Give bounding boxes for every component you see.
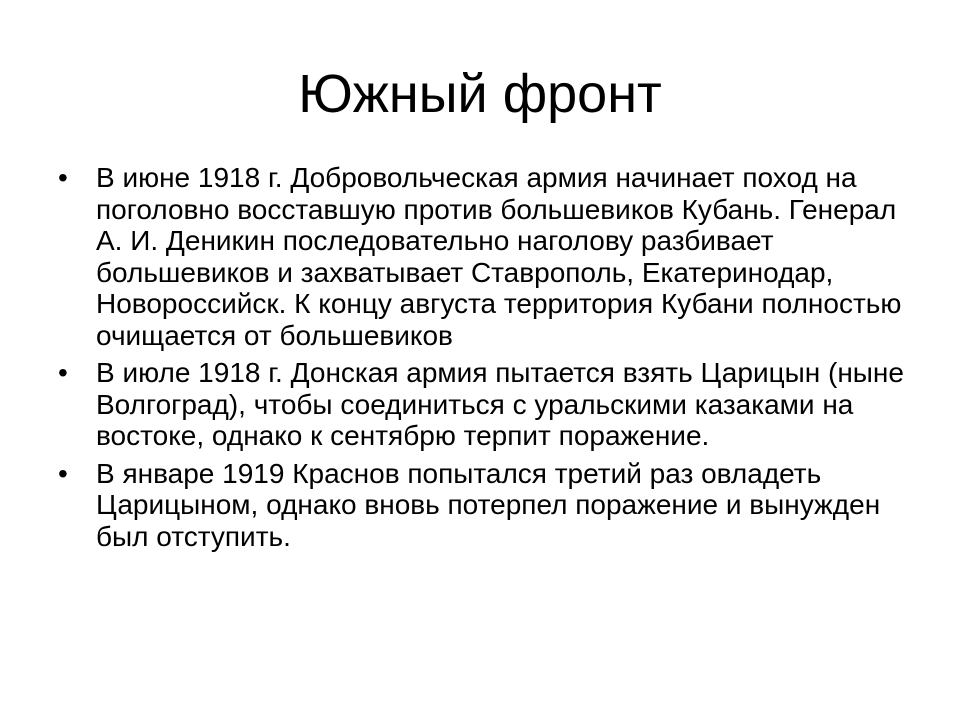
bullet-text: В июле 1918 г. Донская армия пытается взять Царицын (ныне Волгоград), чтобы соединиться с уральскими казаками на востоке, однако к сентябрю терпит поражение.: [96, 357, 904, 451]
bullet-marker: •: [58, 357, 68, 388]
bullet-marker: •: [58, 457, 68, 489]
bullet-item: [58, 458, 908, 553]
bullet-text: В январе 1919 Краснов попытался третий раз овладеть Царицыном, однако вновь потерпел поражение и вынужден был отступить.: [96, 457, 881, 552]
bullet-text: В июне 1918 г. Добровольческая армия начинает поход на поголовно восставшую против большевиков Кубань. Генерал А. И. Деникин последовательно наголову разбивает большевиков и захватывает Ставрополь, Екатеринодар, Новороссийск. К концу августа территория Кубани полностью очищается от большевиков: [96, 162, 902, 351]
bullet-marker: •: [58, 162, 68, 193]
bullet-item: [58, 357, 908, 452]
slide-title: Южный фронт: [298, 64, 662, 124]
bullet-item: [58, 162, 908, 351]
bullet-list: [58, 162, 908, 558]
